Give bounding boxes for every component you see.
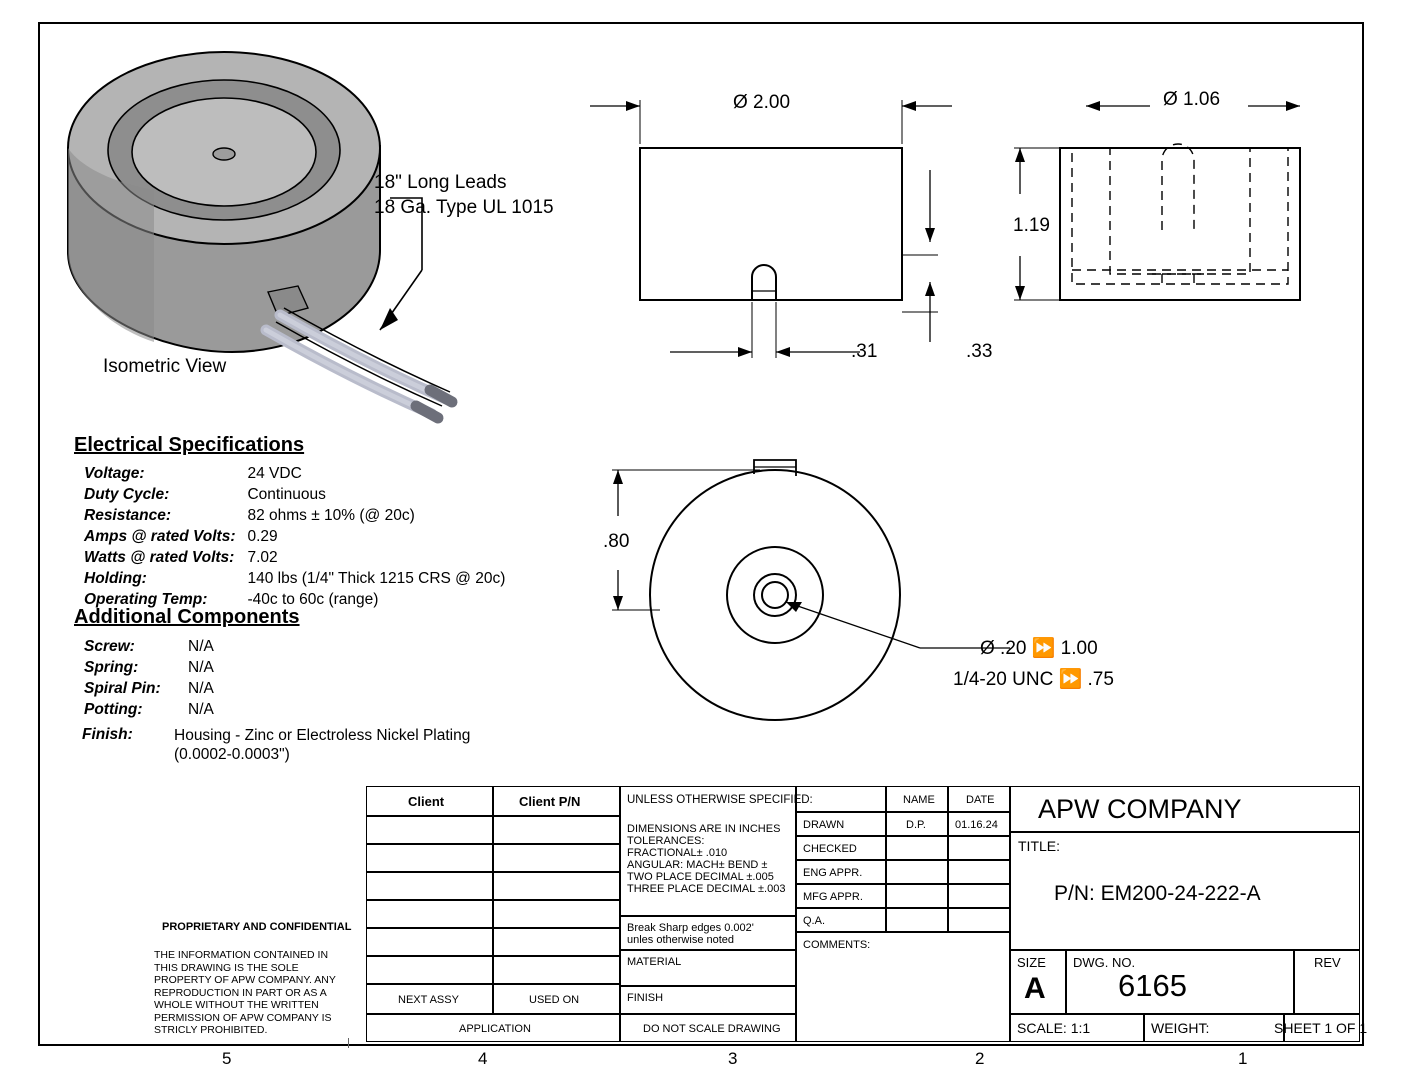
used-on-label: USED ON [529,994,580,1006]
tolerance-line-5: THREE PLACE DECIMAL ±.003 [627,883,786,895]
tolerance-line-0: DIMENSIONS ARE IN INCHES [627,823,781,835]
zone-label-2: 2 [975,1049,985,1068]
electrical-specifications-table [82,463,507,612]
do-not-scale-label: DO NOT SCALE DRAWING [643,1023,781,1035]
dimension-height: 1.19 [1013,215,1050,236]
spec-row [84,570,505,589]
zone-label-1: 1 [1238,1049,1248,1068]
material-label: MATERIAL [627,956,682,968]
approval-date-cell [948,836,1010,860]
finish-label-tb: FINISH [627,992,664,1004]
spec-value: Continuous [247,486,326,503]
dwg-no-label: DWG. NO. [1073,955,1136,970]
section-view [1000,70,1330,350]
finish-value-line1: Housing - Zinc or Electroless Nickel Plating [174,727,471,744]
spec-row [84,549,505,568]
hole-note-line2: 1/4-20 UNC ⏩ .75 [953,669,1114,690]
additional-components-table [82,636,216,722]
approval-date-cell [948,884,1010,908]
spec-label: Watts @ rated Volts: [84,549,235,566]
isometric-view-caption: Isometric View [103,356,227,377]
zone-label-3: 3 [728,1049,738,1068]
client-pn-row [493,928,620,956]
spec-row [84,507,505,526]
tolerance-line-2: FRACTIONAL± .010 [627,847,728,859]
additional-components-title: Additional Components [74,606,300,628]
component-value: N/A [188,680,214,697]
component-row [84,680,214,699]
client-pn-row [493,816,620,844]
company-name: APW COMPANY [1038,794,1242,824]
weight-label: WEIGHT: [1151,1020,1210,1036]
dimension-dia-inner: Ø 1.06 [1163,89,1221,110]
approval-date: 01.16.24 [955,819,998,831]
approval-label: CHECKED [803,843,857,855]
approval-label: MFG APPR. [803,891,863,903]
rev-label: REV [1314,955,1341,970]
zone-label-5: 5 [222,1049,232,1068]
spec-label: Voltage: [84,465,145,482]
component-value: N/A [188,659,214,676]
part-number: P/N: EM200-24-222-A [1054,882,1261,905]
spec-value: 0.29 [247,528,278,545]
dimension-dia-outer: Ø 2.00 [733,92,791,113]
sheet-label: SHEET 1 OF 1 [1274,1020,1368,1036]
component-value: N/A [188,701,214,718]
component-label: Spring: [84,659,139,676]
top-view [590,430,1210,760]
break-edges-line1: Break Sharp edges 0.002' [627,922,754,934]
proprietary-text: THE INFORMATION CONTAINED IN THIS DRAWING IS THE SOLE PROPERTY OF APW COMPANY. ANY REPRODUCTION IN PART OR AS A WHOLE WITHOUT THE WRITTEN PERMISSION OF APW COMPANY IS STRICLY PROHIBITED. [154,949,336,1036]
client-pn-header-label: Client P/N [519,794,581,809]
spec-row [84,486,505,505]
spec-label: Resistance: [84,507,172,524]
finish-label: Finish: [82,726,133,743]
name-header-label: NAME [903,794,935,806]
spec-value: 82 ohms ± 10% (@ 20c) [247,507,415,524]
leads-note-line1: 18" Long Leads [374,172,507,193]
tolerance-line-4: TWO PLACE DECIMAL ±.005 [627,871,774,883]
next-assy-label: NEXT ASSY [398,994,459,1006]
client-row [366,816,493,844]
approval-name-cell [886,860,948,884]
approval-blank-cell [796,786,886,812]
finish-row [82,726,470,764]
client-pn-row [493,956,620,984]
component-value: N/A [188,638,214,655]
spec-value: 24 VDC [247,465,302,482]
spec-value: -40c to 60c (range) [247,591,379,608]
title-label: TITLE: [1018,838,1061,854]
break-edges-line2: unles otherwise noted [627,934,735,946]
spec-label: Duty Cycle: [84,486,170,503]
client-row [366,928,493,956]
dimension-front-center: .80 [603,531,630,552]
component-row [84,701,214,720]
spec-value: 7.02 [247,549,278,566]
leads-note [374,170,554,220]
approval-name-cell [886,884,948,908]
front-view [560,70,980,380]
scale-label: SCALE: 1:1 [1017,1020,1091,1036]
application-label: APPLICATION [459,1023,531,1035]
spec-label: Holding: [84,570,147,587]
dwg-no-value: 6165 [1118,968,1187,1003]
client-pn-row [493,872,620,900]
comments-label: COMMENTS: [803,939,871,951]
client-row [366,872,493,900]
component-label: Screw: [84,638,135,655]
client-row [366,900,493,928]
approval-name-cell [886,836,948,860]
spec-row [84,528,505,547]
dimension-boss-width: .31 [851,341,878,362]
approval-label: ENG APPR. [803,867,863,879]
title-block [154,786,1368,1042]
proprietary-block [154,921,354,1036]
client-header-label: Client [408,794,445,809]
component-row [84,638,214,657]
client-pn-row [493,844,620,872]
approval-date-cell [948,908,1010,932]
hole-note-line1: Ø .20 ⏩ 1.00 [980,638,1098,659]
component-label: Potting: [84,701,143,718]
client-row [366,956,493,984]
proprietary-title: PROPRIETARY AND CONFIDENTIAL [162,921,352,933]
approval-date-cell [948,860,1010,884]
zone-tick [348,1038,349,1048]
size-value: A [1024,972,1046,1005]
approval-name: D.P. [906,819,926,831]
size-label: SIZE [1017,955,1046,970]
finish-value-line2: (0.0002-0.0003") [174,746,290,763]
client-row [366,844,493,872]
spec-value: 140 lbs (1/4" Thick 1215 CRS @ 20c) [247,570,506,587]
electrical-specifications-title: Electrical Specifications [74,434,305,456]
approval-name-cell [886,908,948,932]
component-row [84,659,214,678]
approval-label: Q.A. [803,915,826,927]
approval-label: DRAWN [803,819,845,831]
component-label: Spiral Pin: [84,680,161,697]
spec-label: Amps @ rated Volts: [84,528,236,545]
spec-row [84,465,505,484]
unless-specified-label: UNLESS OTHERWISE SPECIFIED: [627,794,813,806]
tolerance-line-3: ANGULAR: MACH± BEND ± [627,859,768,871]
tolerance-line-1: TOLERANCES: [627,835,705,847]
client-pn-row [493,900,620,928]
date-header-label: DATE [966,794,995,806]
spec-label: Operating Temp: [84,591,208,608]
leads-note-line2: 18 Ga. Type UL 1015 [374,197,554,218]
dimension-boss-offset: .33 [966,341,993,362]
zone-label-4: 4 [478,1049,488,1068]
